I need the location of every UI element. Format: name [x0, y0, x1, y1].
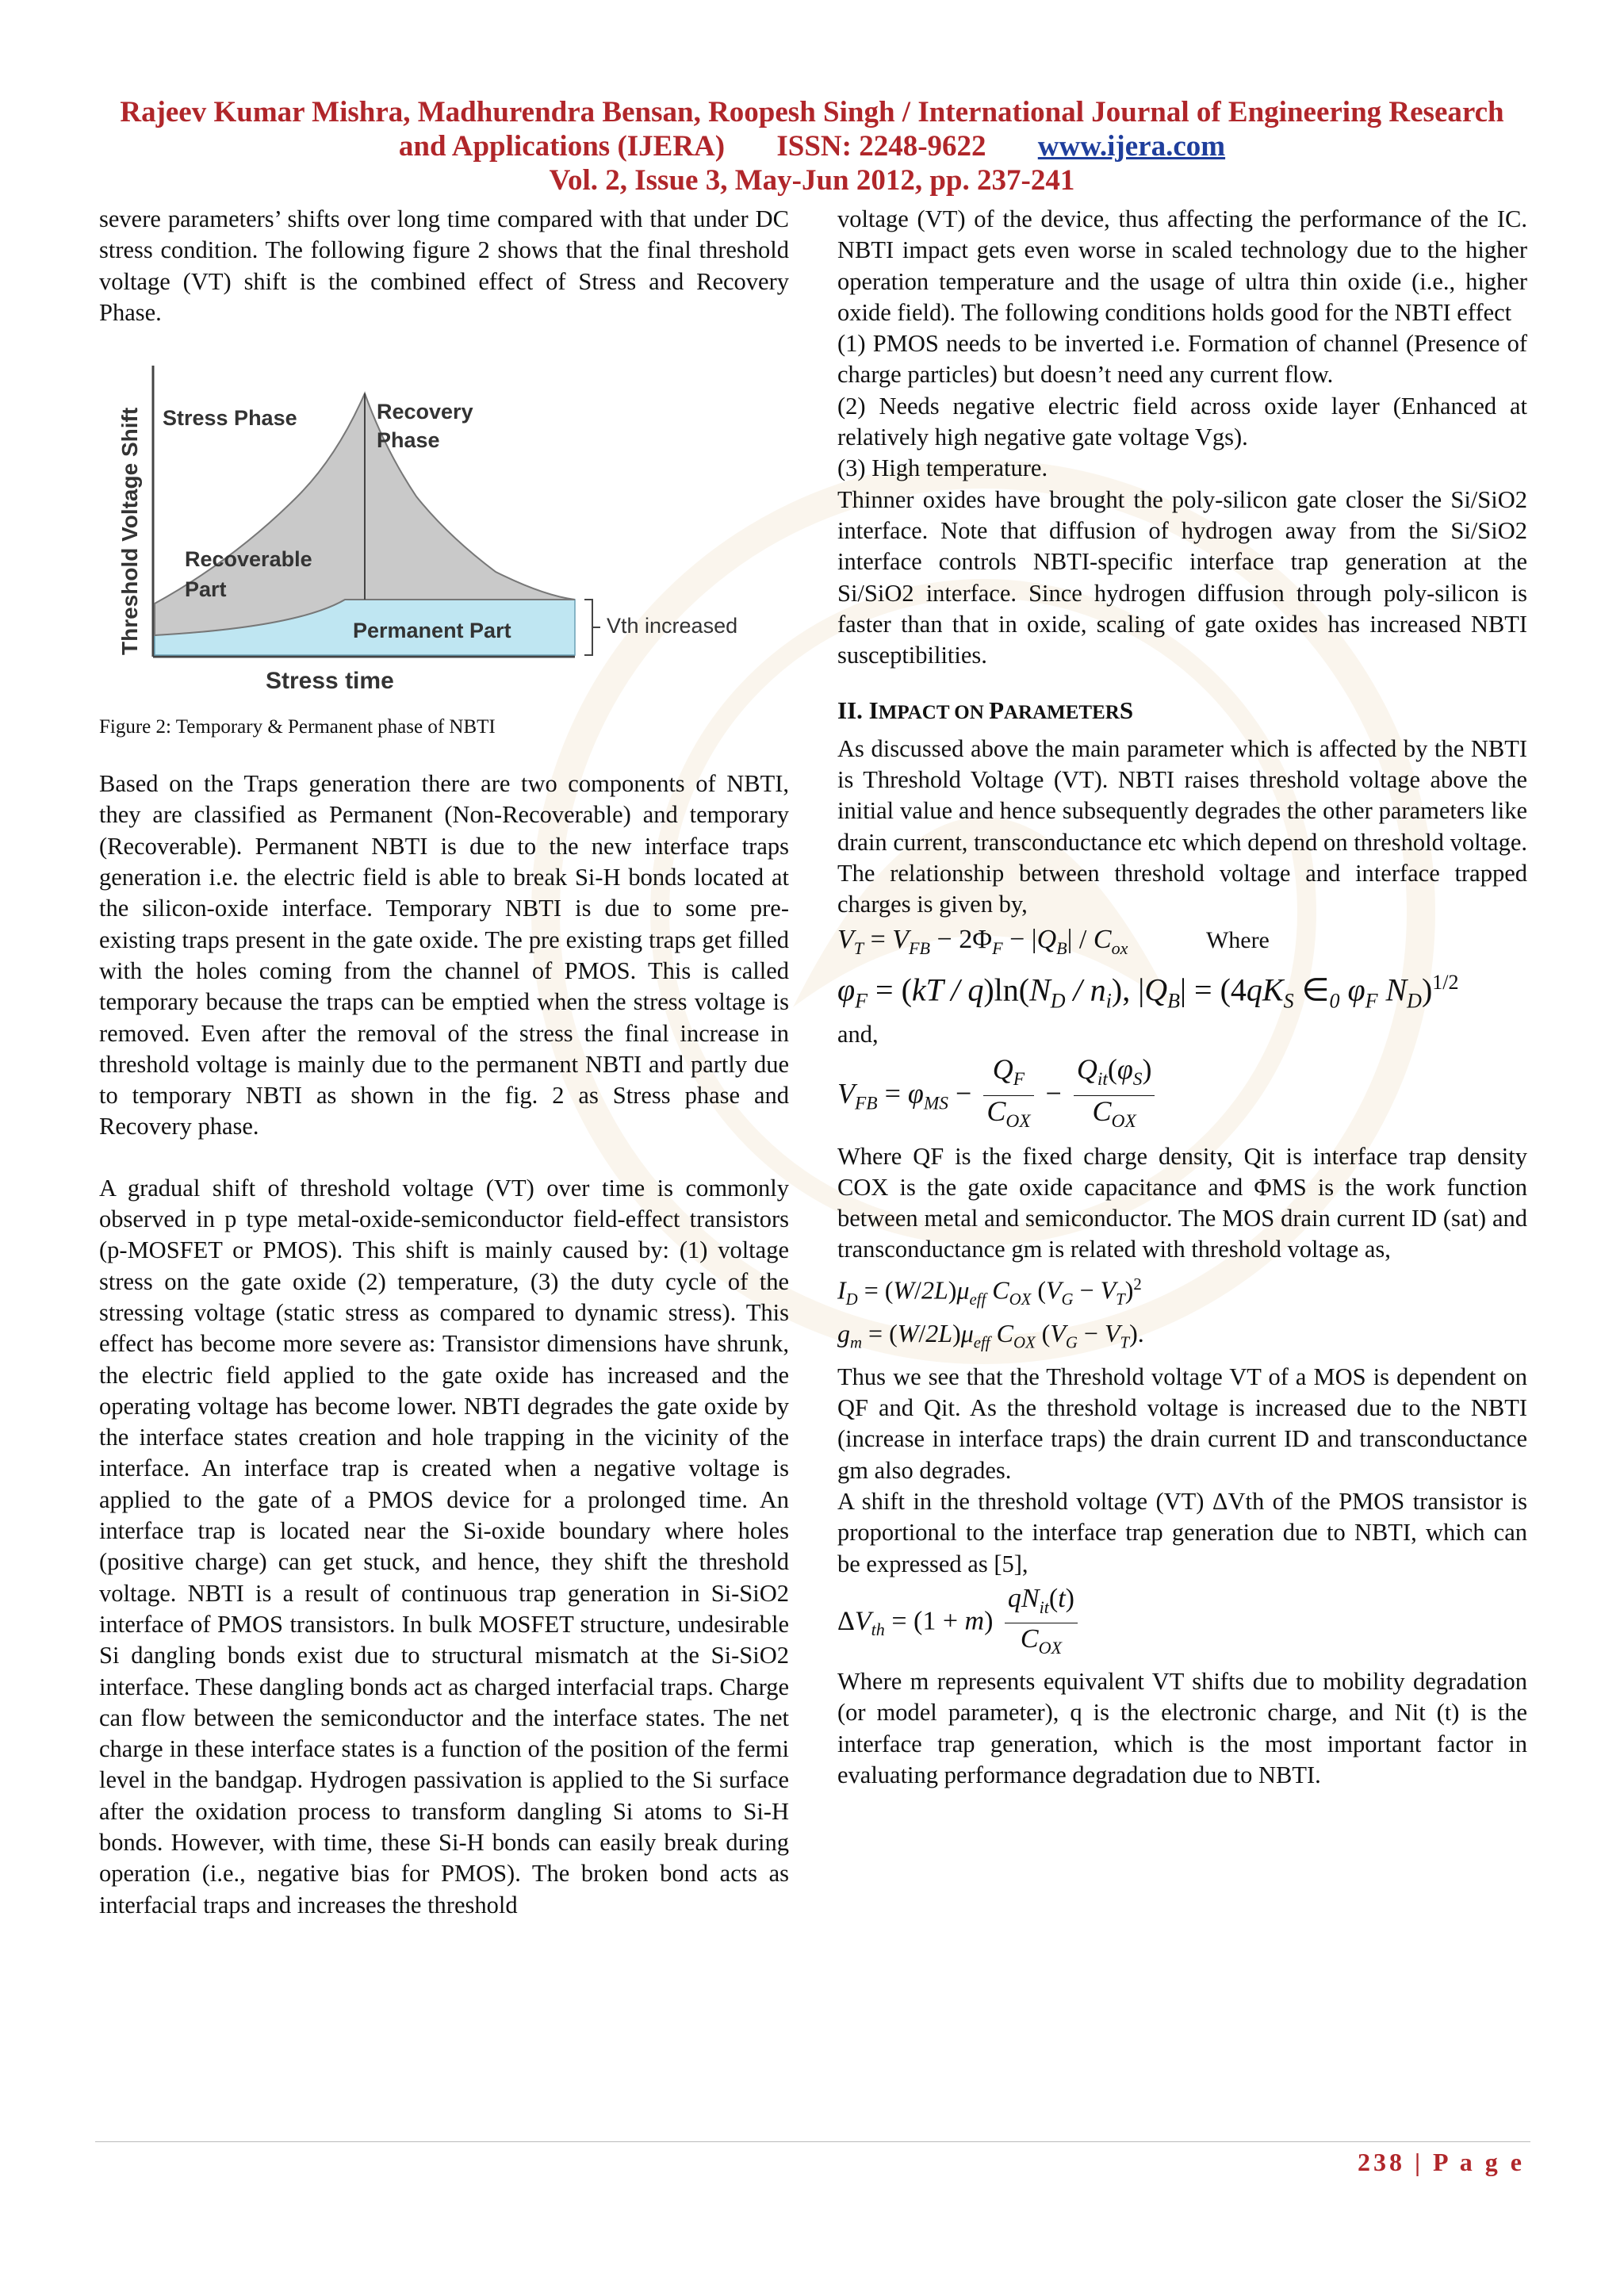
condition-2: (2) Needs negative electric field across oxide layer (Enhanced at relatively high negative gate voltage Vgs). — [837, 392, 1527, 451]
right-paragraph-5: Thus we see that the Threshold voltage VT of a MOS is dependent on QF and Qit. As the threshold voltage is increased due to the NBTI (increase in interface traps) the drain current ID and transconductance gm also degrades. — [837, 1363, 1527, 1484]
equation-gm: $g_m = (W/2L)\mu_{eff}$ $C_{OX}$ $(V_G - V_T)$. — [837, 1319, 1144, 1352]
equation-phi-f: $\varphi_F = (kT / q)\ln(N_D / n_i)$, $|Q_B| = (4qK_S$ $\in_0$ $\varphi_F$ $N_D)^{1/2}$ — [837, 970, 1459, 1012]
y-axis-label: Threshold Voltage Shift — [117, 408, 142, 656]
permanent-part-label: Permanent Part — [353, 619, 511, 643]
right-paragraph-1: voltage (VT) of the device, thus affecting the performance of the IC. NBTI impact gets even worse in scaled technology due to the higher operation temperature and the usage of ultra thin oxide (i.e., higher oxide field). The following conditions holds good for the NBTI effect — [837, 205, 1527, 326]
equation-vt: $V_T = V_{FB} - 2\Phi_F - |Q_B| / C_{ox}$ Where — [837, 924, 1270, 958]
header-authors: Rajeev Kumar Mishra, Madhurendra Bensan, Roopesh Singh / International Journal of Engineering Research — [120, 96, 1504, 128]
header-volume: Vol. 2, Issue 3, May-Jun 2012, pp. 237-241 — [549, 164, 1075, 197]
x-axis-label: Stress time — [266, 668, 394, 695]
header-website-link[interactable]: www.ijera.com — [1037, 130, 1226, 163]
right-paragraph-4: Where QF is the fixed charge density, Qit is interface trap density COX is the gate oxide capacitance and ΦMS is the work function between metal and semiconductor. The MOS drain current ID (sat) and transconductance gm is related with threshold voltage as, — [837, 1142, 1527, 1263]
recovery-phase-label-1: Recovery — [377, 400, 473, 424]
recoverable-label-1: Recoverable — [185, 547, 312, 572]
right-paragraph-6: A shift in the threshold voltage (VT) ΔVth of the PMOS transistor is proportional to the interface trap generation due to NBTI, which can be expressed as [5], — [837, 1487, 1527, 1577]
recovery-phase-label-2: Phase — [377, 428, 440, 453]
equation-vfb: $V_{FB} = \varphi_{MS}$ − $\frac{Q_F}{C_{OX}}$ − $\frac{Q_{it}(\varphi_S)}{C_{OX}}$ — [837, 1054, 1527, 1138]
equation-delta-vth: $\Delta V_{th} = (1 + m)$ $\frac{qN_{it}(t)}{C_{OX}}$ — [837, 1583, 1527, 1663]
right-column — [837, 204, 1527, 1791]
page-number: 238 | P a g e — [1357, 2148, 1525, 2176]
figure-2 — [99, 362, 789, 826]
vth-bracket — [584, 600, 600, 655]
right-paragraph-2: Thinner oxides have brought the poly-silicon gate closer the Si/SiO2 interface. Note that diffusion of hydrogen away from the Si/SiO2 interface controls NBTI-specific interface trap generation at the Si/SiO2 interface. Since hydrogen diffusion through poly-silicon is faster than that in oxide, scaling of gate oxides has increased NBTI susceptibilities. — [837, 485, 1527, 669]
recoverable-label-2: Part — [185, 577, 227, 602]
footer-divider — [95, 2141, 1530, 2142]
and-label: and, — [837, 1021, 879, 1048]
right-paragraph-3: As discussed above the main parameter which is affected by the NBTI is Threshold Voltage (VT). NBTI raises threshold voltage above the initial value and hence subsequently degrades the other parameters like drain current, transconductance etc which depend on threshold voltage. The relationship between threshold voltage and interface trapped charges is given by, — [837, 734, 1527, 918]
figure-2-caption: Figure 2: Temporary & Permanent phase of NBTI — [99, 716, 496, 738]
left-paragraph-3: A gradual shift of threshold voltage (VT) over time is commonly observed in p type metal-oxide-semiconductor field-effect transistors (p-MOSFET or PMOS). This shift is mainly caused by: (1) voltage stress on the gate oxide (2) temperature, (3) the duty cycle of the stressing voltage (static stress as compared to dynamic stress). This effect has become more severe as: Transistor dimensions have shrunk, the electric field applied to the gate oxide has increased and the operating voltage has become lower. NBTI degrades the gate oxide by the interface states creation and hole trapping in the vicinity of the interface. An interface trap is created when a negative voltage is applied to the gate of a PMOS device for a prolonged time. An interface trap is located near the Si-oxide boundary where holes (positive charge) can get stuck, and hence, they shift the threshold voltage. NBTI is a result of continuous trap generation in Si-SiO2 interface of PMOS transistors. In bulk MOSFET structure, undesirable Si dangling bonds exist due to structural mismatch at the Si-SiO2 interface. These dangling bonds act as charged interfacial traps. Charge can flow between the semiconductor and the interface states. The net charge in these interface states is a function of the position of the fermi level in the bandgap. Hydrogen passivation is applied to the Si surface after the oxidation process to transform dangling Si atoms to Si-H bonds. However, with time, these Si-H bonds can easily break during operation (i.e., negative bias for PMOS). The broken bond acts as interfacial traps and increases the threshold — [99, 1174, 789, 1918]
vth-increased-label: Vth increased — [607, 614, 738, 638]
condition-1: (1) PMOS needs to be inverted i.e. Formation of channel (Presence of charge particles) but doesn’t need any current flow. — [837, 330, 1527, 389]
figure-2-chart — [99, 362, 789, 703]
left-paragraph-2: Based on the Traps generation there are two components of NBTI, they are classified as Permanent (Non-Recoverable) and temporary (Recoverable). Permanent NBTI is due to the new interface traps generation i.e. the electric field is able to break Si-H bonds located at the silicon-oxide interface. Temporary NBTI is due to some pre-existing traps present in the gate oxide. The pre existing traps get filled with the holes coming from the channel of PMOS. This is called temporary because the traps can be emptied when the stress voltage is removed. Even after the removal of the stress the final increase in threshold voltage is mainly due to the permanent NBTI and partly due to temporary NBTI as shown in the fig. 2 as Stress phase and Recovery phase. — [99, 770, 789, 1140]
page-header — [0, 95, 1624, 197]
header-journal: and Applications (IJERA) — [398, 130, 726, 163]
condition-3: (3) High temperature. — [837, 454, 1048, 482]
right-paragraph-7: Where m represents equivalent VT shifts due to mobility degradation (or model parameter), q is the electronic charge, and Nit (t) is the interface trap generation, which is the most important factor in evaluating performance degradation due to NBTI. — [837, 1668, 1527, 1788]
stress-phase-label: Stress Phase — [163, 406, 297, 431]
section-heading: II. IMPACT ON PARAMETERS — [837, 696, 1134, 725]
equation-id: $I_D = (W/2L)\mu_{eff}$ $C_{OX}$ $(V_G - V_T)^2$ — [837, 1274, 1142, 1309]
left-paragraph-1: severe parameters’ shifts over long time compared with that under DC stress condition. The following figure 2 shows that the final threshold voltage (VT) shift is the combined effect of Stress and Recovery Phase. — [99, 205, 789, 326]
left-column — [99, 204, 789, 1921]
where-label: Where — [1205, 926, 1270, 953]
header-issn: ISSN: 2248-9622 — [776, 130, 986, 163]
